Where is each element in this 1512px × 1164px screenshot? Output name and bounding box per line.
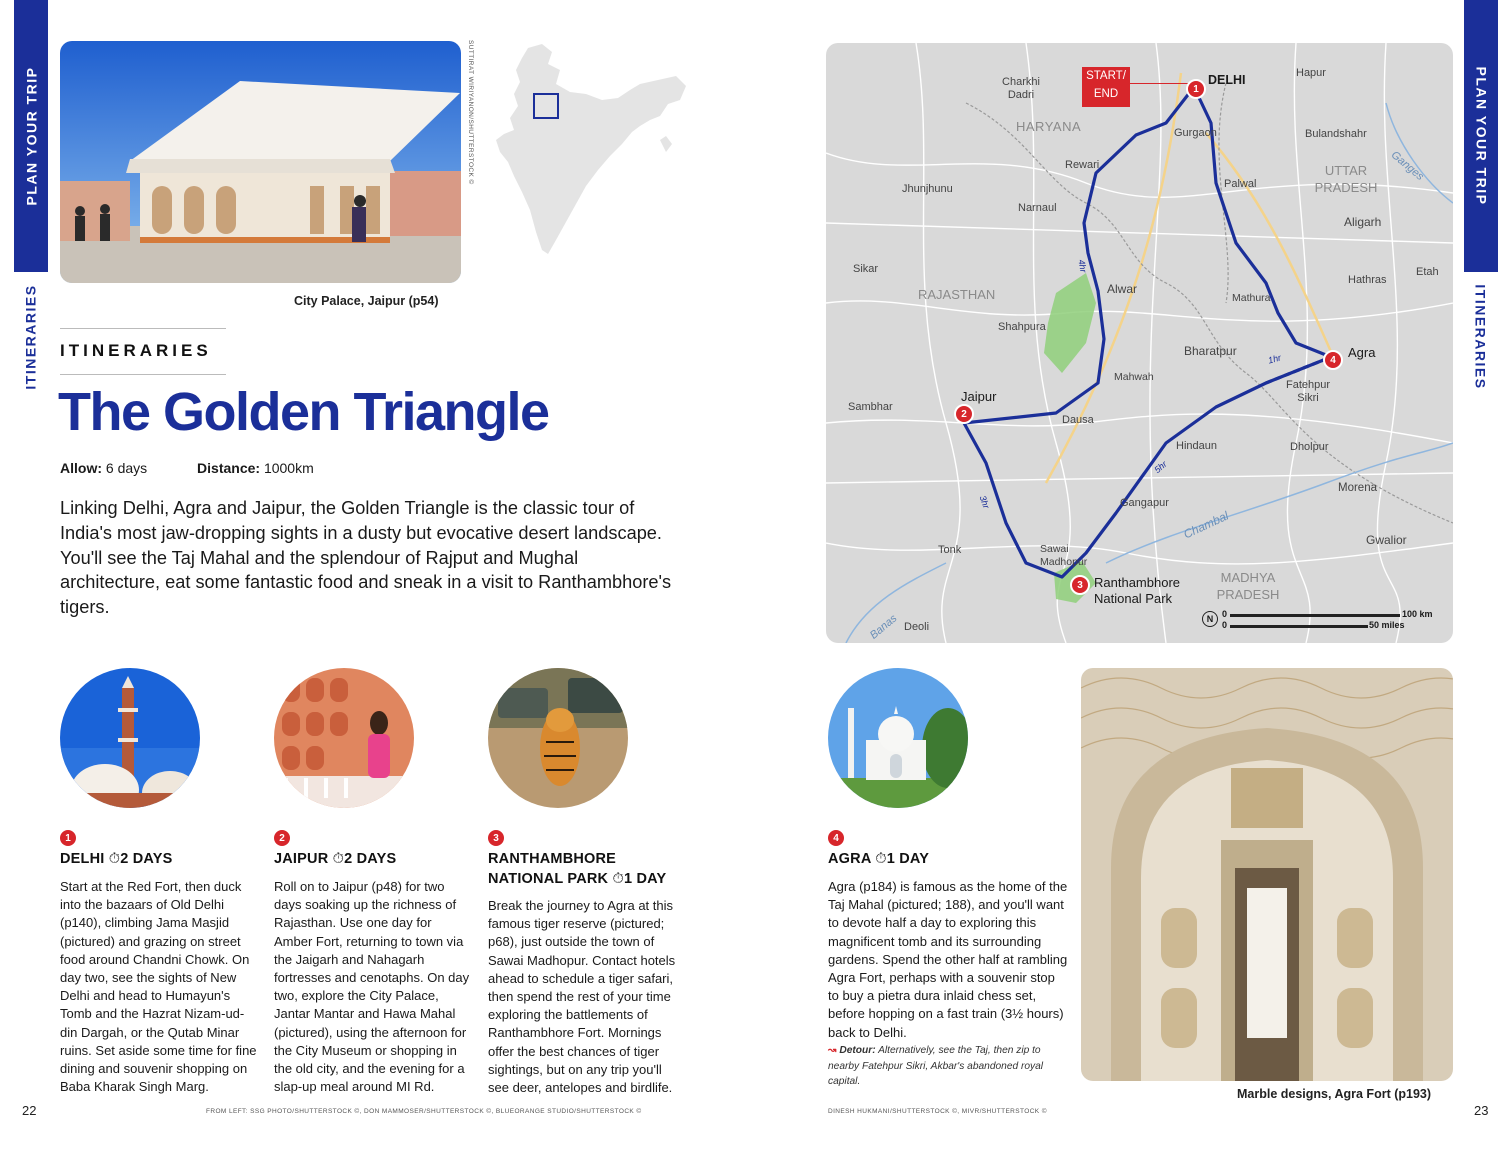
north-arrow-icon: N — [1202, 611, 1218, 627]
stop-number-badge: 3 — [488, 830, 504, 846]
map-stop-marker: 1 — [1186, 79, 1206, 99]
state-label-text: UTTAR PRADESH — [1314, 163, 1378, 195]
side-tab-label: ITINERARIES — [1473, 284, 1489, 390]
town-label: Bulandshahr — [1305, 128, 1367, 140]
drive-time-label: 5hr — [1152, 458, 1169, 476]
river-label: Chambal — [1181, 508, 1231, 542]
town-label: Dholpur — [1290, 441, 1329, 453]
scale-bar-km — [1230, 614, 1400, 617]
kicker: ITINERARIES — [60, 341, 212, 360]
town-label: Palwal — [1224, 178, 1257, 190]
stop-duration: 2 DAYS — [344, 851, 397, 867]
side-tab-label: PLAN YOUR TRIP — [23, 66, 40, 206]
marble-caption: Marble designs, Agra Fort (p193) — [1237, 1087, 1432, 1101]
kicker-rule-bottom — [60, 374, 226, 375]
detour-text: Alternatively, see the Taj, then zip to nearby Fatehpur Sikri, Akbar's abandoned royal capital. — [828, 1045, 1044, 1087]
stop-title-jaipur — [274, 849, 474, 869]
town-label: Aligarh — [1344, 215, 1382, 229]
hawa-mahal-photo — [274, 668, 414, 808]
agra-fort-marble-photo — [1081, 668, 1453, 1081]
town-label: Dausa — [1062, 414, 1094, 426]
town-label: Charkhi Dadri — [1002, 76, 1040, 101]
stop-name: DELHI — [60, 851, 105, 867]
town-label: Hindaun — [1176, 440, 1217, 452]
stop-number-badge: 2 — [274, 830, 290, 846]
side-tab-itineraries-left — [14, 272, 48, 402]
state-label: HARYANA — [1016, 119, 1082, 134]
map-stop-label: Agra — [1348, 345, 1376, 360]
side-tab-itineraries-right — [1464, 272, 1498, 402]
town-label: Gurgaon — [1174, 127, 1217, 139]
town-label: Sambhar — [848, 401, 893, 413]
town-label: Morena — [1338, 482, 1377, 494]
kicker-rule-top — [60, 328, 226, 329]
town-label: Deoli — [904, 621, 930, 633]
distance-label: Distance: — [197, 460, 261, 476]
side-tab-plan-your-trip-left — [14, 0, 48, 272]
detour-label: Detour: — [839, 1045, 876, 1056]
clock-icon: ⏱ — [108, 851, 121, 867]
river-label: Ganges — [1388, 149, 1426, 183]
stop-duration: 1 DAY — [623, 871, 667, 887]
stop-body-agra: Agra (p184) is famous as the home of the Taj Mahal (pictured; 188), and you'll want to devote half a day to exploring this magnificent tomb and its surrounding gardens. Spend the other half at rambling Agra Fort, perhaps with a souvenir stop to buy a pietra dura inlaid chess set, before hopping on a fast train (3½ hours) back to Delhi. — [828, 879, 1068, 1040]
town-label: Mathura — [1232, 292, 1271, 304]
state-label — [1210, 569, 1286, 603]
scale-zero-miles: 0 — [1222, 620, 1228, 630]
city-palace-caption: City Palace, Jaipur (p54) — [294, 294, 439, 308]
detour-note — [828, 1043, 1068, 1090]
map-stop-label: DELHI — [1208, 73, 1246, 87]
town-label: Gangapur — [1120, 497, 1169, 509]
clock-icon: ⏱ — [332, 851, 345, 867]
tiger-photo — [488, 668, 628, 808]
side-tab-label: PLAN YOUR TRIP — [1473, 66, 1490, 206]
city-palace-photo-credit — [465, 42, 475, 282]
stop-title-delhi — [60, 849, 260, 869]
scale-bar-miles — [1230, 625, 1368, 628]
stop-title-agra — [828, 849, 1028, 869]
state-label: RAJASTHAN — [918, 287, 996, 302]
stop-body-jaipur: Roll on to Jaipur (p48) for two days soaking up the richness of Rajasthan. Use one day for Amber Fort, returning to town via the Jaigarh and Nahagarh fortresses and cenotaphs. On day two, explore the City Palace, Jantar Mantar and Hawa Mahal (pictured), using the afternoon for the City Museum or shopping in the old city, and the evening for a slap-up meal around MI Rd. — [274, 879, 470, 1095]
town-label: Shahpura — [998, 321, 1046, 333]
stop-number-badge: 1 — [60, 830, 76, 846]
drive-time-label: 1hr — [1266, 352, 1283, 366]
stop-duration: 1 DAY — [886, 851, 930, 867]
stop-body-delhi: Start at the Red Fort, then duck into the bazaars of Old Delhi (p140), climbing Jama Masjid (pictured) and grazing on street food around Chandni Chowk. On day two, see the sights of New Delhi and head to Humayun's Tomb and the Hazrat Nizam-ud-din Dargah, or the Qutab Minar ruins. Set aside some time for fine dining and souvenir shopping on Baba Kharak Singh Marg. — [60, 879, 257, 1095]
page-number-left: 22 — [22, 1103, 37, 1118]
town-label: Gwalior — [1366, 533, 1407, 547]
jama-masjid-photo — [60, 668, 200, 808]
page-title: The Golden Triangle — [58, 382, 549, 442]
stop-number-badge: 4 — [828, 830, 844, 846]
town-label: Bharatpur — [1184, 344, 1237, 358]
town-label: Fatehpur Sikri — [1285, 379, 1331, 404]
stop-name: AGRA — [828, 851, 871, 867]
map-stop-marker: 2 — [954, 404, 974, 424]
scale-zero-km: 0 — [1222, 609, 1228, 619]
town-label: Sikar — [853, 263, 879, 275]
photo-credits-left: FROM LEFT: SSG PHOTO/SHUTTERSTOCK ©, DON MAMMOSER/SHUTTERSTOCK ©, BLUEORANGE STUDIO/SHUTTERSTOCK © — [206, 1108, 642, 1115]
map-stop-marker: 3 — [1070, 575, 1090, 595]
start-label: START/ — [1086, 70, 1126, 82]
town-label: Mahwah — [1114, 371, 1154, 383]
taj-mahal-photo — [828, 668, 968, 808]
state-label-text: MADHYA PRADESH — [1216, 570, 1280, 602]
town-label: Etah — [1416, 266, 1439, 278]
side-tab-label: ITINERARIES — [23, 284, 39, 390]
start-end-label — [1082, 67, 1130, 107]
river-label: Banas — [867, 612, 900, 642]
trip-stats — [60, 460, 314, 476]
photo-credits-right: DINESH HUKMANI/SHUTTERSTOCK ©, MIVR/SHUTTERSTOCK © — [828, 1108, 1047, 1115]
side-tab-plan-your-trip-right — [1464, 0, 1498, 272]
scale-miles-label: 50 miles — [1369, 620, 1405, 630]
route-map — [826, 43, 1453, 643]
stop-name: RANTHAMBHORE NATIONAL PARK — [488, 851, 617, 887]
intro-paragraph: Linking Delhi, Agra and Jaipur, the Golden Triangle is the classic tour of India's most jaw-dropping sights in a dusty but evocative desert landscape. You'll see the Taj Mahal and the splendour of Rajput and Mughal architecture, eat some fantastic food and sneak in a visit to Ranthambhore's tigers. — [60, 498, 672, 618]
clock-icon: ⏱ — [612, 871, 624, 887]
map-stop-marker: 4 — [1323, 350, 1343, 370]
drive-time-label: 4hr — [1076, 258, 1089, 274]
page-number-right: 23 — [1474, 1103, 1489, 1118]
photo-credit-text: SUTTIRAT WIRIYANON/SHUTTERSTOCK © — [467, 40, 474, 185]
town-label: Sawai Madhopur — [1040, 543, 1088, 568]
stop-body-ranthambhore: Break the journey to Agra at this famous tiger reserve (pictured; p68), just outside the town of Sawai Madhopur. Contact hotels ahead to schedule a tiger safari, then spend the rest of your time exploring the battlements of Ranthambhore Fort. Mornings offer the best chances of tiger sightings, but on any trip you'll see deer, antelopes and birdlife. — [488, 898, 676, 1096]
city-palace-photo — [60, 41, 461, 283]
town-label: Jhunjhunu — [902, 183, 953, 195]
town-label: Narnaul — [1018, 202, 1057, 214]
stop-title-ranthambhore — [488, 849, 693, 889]
town-label: Rewari — [1065, 159, 1100, 171]
map-stop-label: Jaipur — [961, 389, 997, 404]
distance-value: 1000km — [263, 460, 314, 476]
town-label: Hathras — [1348, 274, 1387, 286]
allow-label: Allow: — [60, 460, 102, 476]
clock-icon: ⏱ — [875, 851, 887, 867]
drive-time-label: 3hr — [977, 494, 992, 510]
map-stop-label: Ranthambhore National Park — [1094, 575, 1180, 606]
town-label: Tonk — [938, 544, 962, 556]
start-end-pointer — [1130, 83, 1192, 84]
allow-value: 6 days — [105, 460, 148, 476]
stop-name: JAIPUR — [274, 851, 329, 867]
end-label: END — [1093, 88, 1119, 100]
stop-duration: 2 DAYS — [120, 851, 173, 867]
detour-icon: ↝ — [828, 1045, 837, 1056]
town-label: Alwar — [1107, 282, 1138, 296]
india-locator-map — [490, 40, 690, 260]
town-label: Hapur — [1296, 67, 1326, 79]
scale-km-label: 100 km — [1402, 609, 1433, 619]
state-label — [1296, 162, 1396, 196]
